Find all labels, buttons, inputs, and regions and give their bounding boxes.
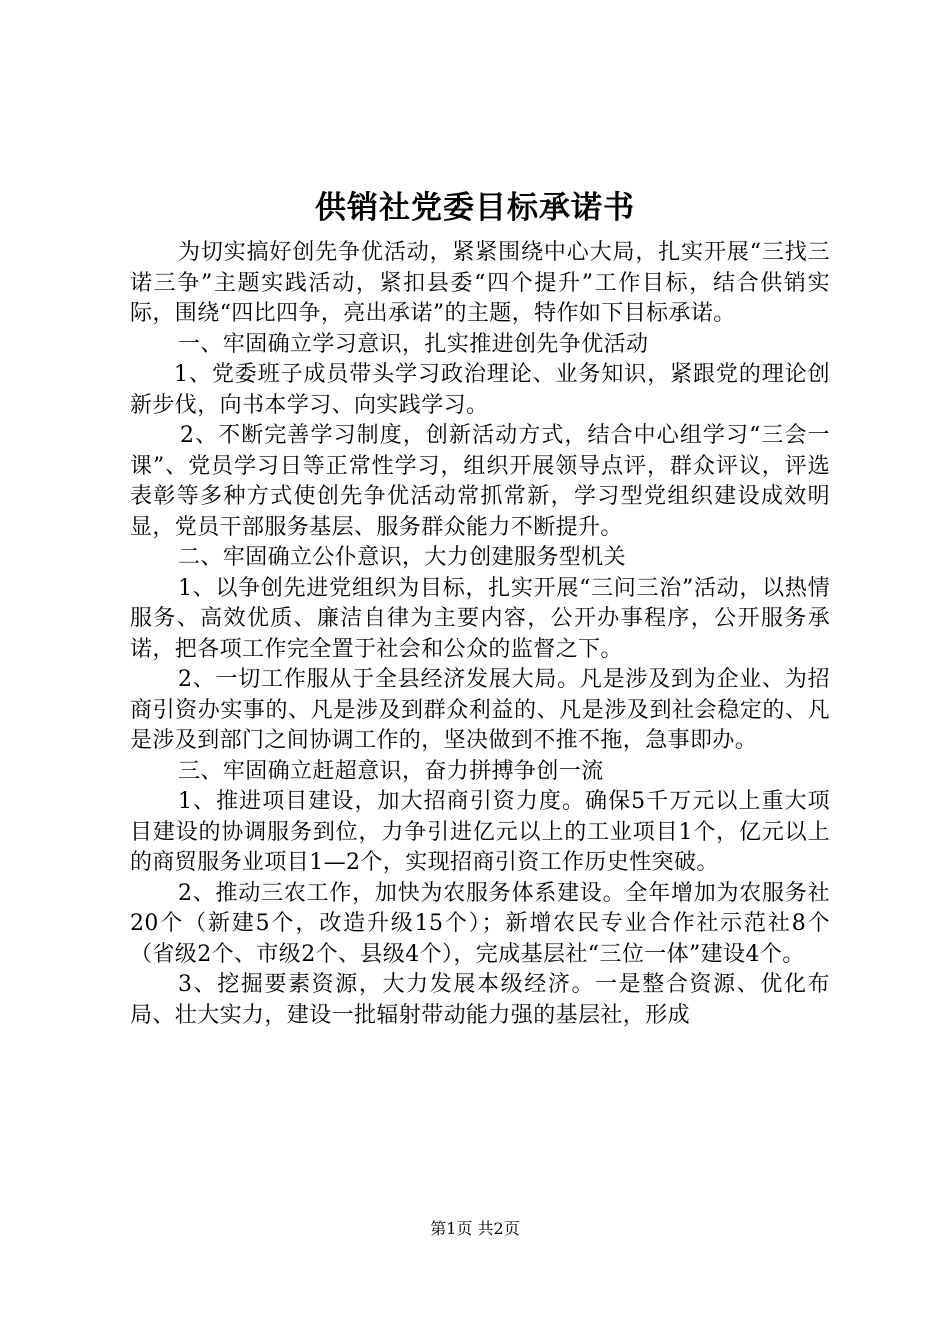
section-heading-2: 二、牢固确立公仆意识，大力创建服务型机关 <box>178 545 627 570</box>
section-1-item-1: 1、党委班子成员带头学习政治理论、业务知识，紧跟党的理论创新步伐，向书本学习、向实践学习。 <box>130 362 830 418</box>
section-1-item-2: 2、不断完善学习制度，创新活动方式，结合中心组学习“三会一课”、党员学习日等正常性学习，组织开展领导点评，群众评议，评选表彰等多种方式使创先争优活动常抓常新，学习型党组织建设成效明显，党员干部服务基层、服务群众能力不断提升。 <box>130 423 830 540</box>
section-2-item-2: 2、一切工作服从于全县经济发展大局。凡是涉及到为企业、为招商引资办实事的、凡是涉及到群众利益的、凡是涉及到社会稳定的、凡是涉及到部门之间协调工作的，坚决做到不推不拖，急事即办。 <box>130 667 830 753</box>
section-2-item-1: 1、以争创先进党组织为目标，扎实开展“三问三治”活动，以热情服务、高效优质、廉洁自律为主要内容，公开办事程序，公开服务承诺，把各项工作完全置于社会和公众的监督之下。 <box>130 575 830 662</box>
intro-paragraph: 为切实搞好创先争优活动，紧紧围绕中心大局，扎实开展“三找三诺三争”主题实践活动，紧扣县委“四个提升”工作目标，结合供销实际，围绕“四比四争，亮出承诺”的主题，特作如下目标承诺。 <box>130 240 830 326</box>
page-number-footer: 第1页 共2页 <box>430 1219 520 1238</box>
document-title: 供销社党委目标承诺书 <box>315 190 635 226</box>
section-3-item-2: 2、推动三农工作，加快为农服务体系建设。全年增加为农服务社20个（新建5个，改造升级15个）；新增农民专业合作社示范社8个（省级2个、市级2个、县级4个），完成基层社“三位一体”建设4个。 <box>130 880 830 967</box>
section-3-item-1: 1、推进项目建设，加大招商引资力度。确保5千万元以上重大项目建设的协调服务到位，力争引进亿元以上的工业项目1个，亿元以上的商贸服务业项目1—2个，实现招商引资工作历史性突破。 <box>130 789 830 875</box>
section-heading-3: 三、牢固确立赶超意识，奋力拼搏争创一流 <box>178 758 604 784</box>
document-body <box>130 238 830 1031</box>
section-heading-1: 一、牢固确立学习意识，扎实推进创先争优活动 <box>178 331 649 357</box>
section-3-item-3: 3、挖掘要素资源，大力发展本级经济。一是整合资源、优化布局、壮大实力，建设一批辐射带动能力强的基层社，形成 <box>130 972 830 1028</box>
